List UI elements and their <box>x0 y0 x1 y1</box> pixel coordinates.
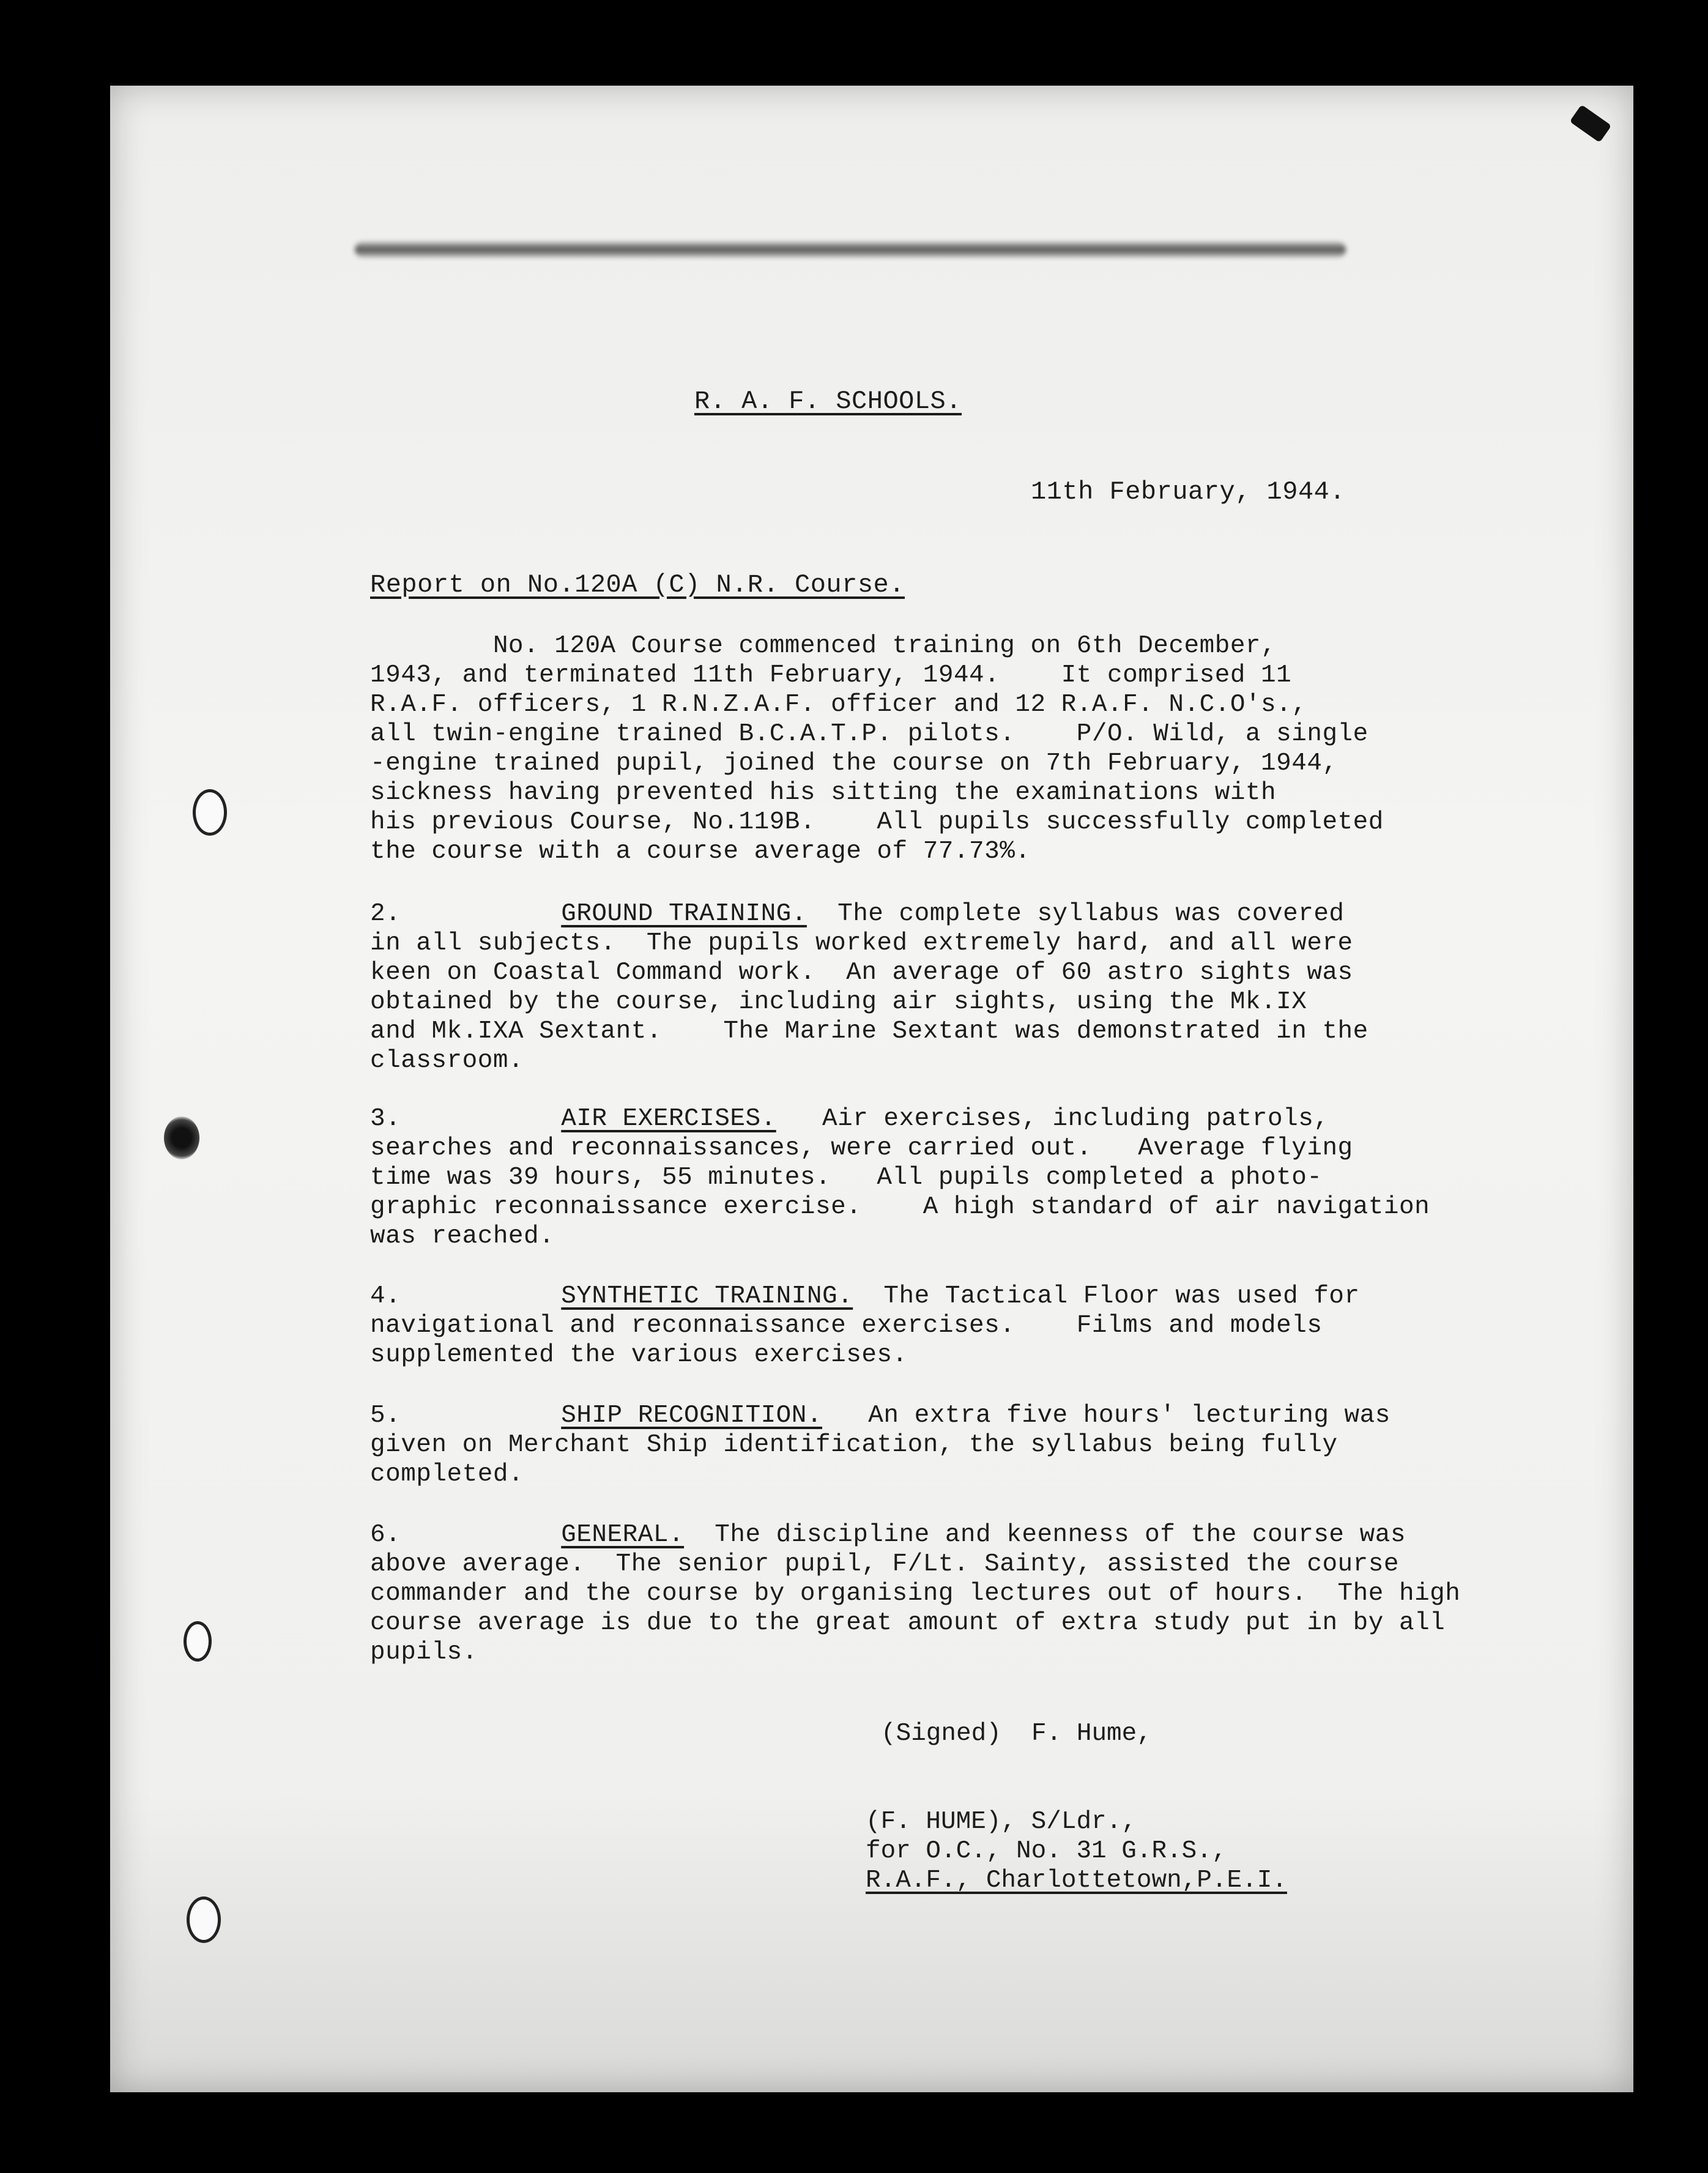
section-number: 6. <box>370 1521 401 1549</box>
section-heading: AIR EXERCISES. <box>561 1105 776 1133</box>
section-line: course average is due to the great amount of extra study put in by all <box>370 1609 1446 1637</box>
intro-line: all twin-engine trained B.C.A.T.P. pilots. P/O. Wild, a single <box>370 720 1368 748</box>
section-number: 5. <box>370 1402 401 1430</box>
section-number: 3. <box>370 1105 401 1133</box>
document-date: 11th February, 1944. <box>1031 477 1346 507</box>
section-heading: SYNTHETIC TRAINING. <box>561 1282 853 1310</box>
report-title: Report on No.120A (C) N.R. Course. <box>370 570 905 600</box>
intro-line: sickness having prevented his sitting the examinations with <box>370 779 1277 807</box>
section-line: navigational and reconnaissance exercises. Films and models <box>370 1312 1323 1340</box>
section-line: keen on Coastal Command work. An average of 60 astro sights was <box>370 959 1353 987</box>
section-line: above average. The senior pupil, F/Lt. Sainty, assisted the course <box>370 1550 1399 1578</box>
punch-hole-icon <box>184 1621 212 1662</box>
section-line: classroom. <box>370 1047 524 1075</box>
intro-line: his previous Course, No.119B. All pupils successfully completed <box>370 808 1384 836</box>
document-header-title: R. A. F. SCHOOLS. <box>694 387 962 416</box>
section-line: supplemented the various exercises. <box>370 1341 908 1369</box>
section-line: time was 39 hours, 55 minutes. All pupils completed a photo- <box>370 1164 1323 1192</box>
section-line: in all subjects. The pupils worked extremely hard, and all were <box>370 929 1353 957</box>
intro-line: No. 120A Course commenced training on 6th December, <box>370 632 1277 660</box>
signatory-for-line: for O.C., No. 31 G.R.S., <box>866 1837 1227 1865</box>
section-first-line-text: The discipline and keenness of the course was <box>684 1521 1406 1549</box>
section-first-line <box>370 1104 1329 1134</box>
ink-blot-mark <box>164 1116 199 1159</box>
section-line: pupils. <box>370 1638 478 1666</box>
section-line: commander and the course by organising lectures out of hours. The high <box>370 1580 1461 1608</box>
section-first-line-text: Air exercises, including patrols, <box>776 1105 1329 1133</box>
section-first-line-text: The Tactical Floor was used for <box>853 1282 1360 1310</box>
section-line: obtained by the course, including air sights, using the Mk.IX <box>370 988 1307 1016</box>
section-heading: SHIP RECOGNITION. <box>561 1402 822 1430</box>
section-line: completed. <box>370 1460 524 1488</box>
section-line: searches and reconnaissances, were carried out. Average flying <box>370 1134 1353 1162</box>
section-first-line <box>370 1282 1360 1311</box>
intro-line: R.A.F. officers, 1 R.N.Z.A.F. officer and 12 R.A.F. N.C.O's., <box>370 691 1307 719</box>
section-line: given on Merchant Ship identification, the syllabus being fully <box>370 1431 1338 1459</box>
section-first-line <box>370 899 1345 929</box>
top-smudge-mark <box>355 242 1346 258</box>
signature-block <box>866 1719 1287 1895</box>
section-line: was reached. <box>370 1222 555 1250</box>
section-heading: GENERAL. <box>561 1521 685 1549</box>
punch-hole-icon <box>193 789 227 836</box>
section-number: 2. <box>370 900 401 928</box>
section-line: graphic reconnaissance exercise. A high standard of air navigation <box>370 1193 1430 1221</box>
section-first-line <box>370 1520 1406 1550</box>
signatory-location: R.A.F., Charlottetown,P.E.I. <box>866 1867 1287 1895</box>
intro-line: -engine trained pupil, joined the course on 7th February, 1944, <box>370 749 1338 778</box>
section-first-line-text: The complete syllabus was covered <box>806 900 1345 928</box>
section-first-line-text: An extra five hours' lecturing was <box>822 1402 1391 1430</box>
intro-line: 1943, and terminated 11th February, 1944. It comprised 11 <box>370 661 1292 689</box>
intro-line: the course with a course average of 77.73%. <box>370 838 1031 866</box>
section-heading: GROUND TRAINING. <box>561 900 807 928</box>
section-first-line <box>370 1401 1391 1430</box>
punch-hole-icon <box>187 1896 221 1943</box>
signed-line: (Signed) F. Hume, <box>881 1720 1152 1748</box>
signatory-name-rank: (F. HUME), S/Ldr., <box>866 1808 1137 1836</box>
section-number: 4. <box>370 1282 401 1310</box>
section-line: and Mk.IXA Sextant. The Marine Sextant was demonstrated in the <box>370 1017 1368 1046</box>
